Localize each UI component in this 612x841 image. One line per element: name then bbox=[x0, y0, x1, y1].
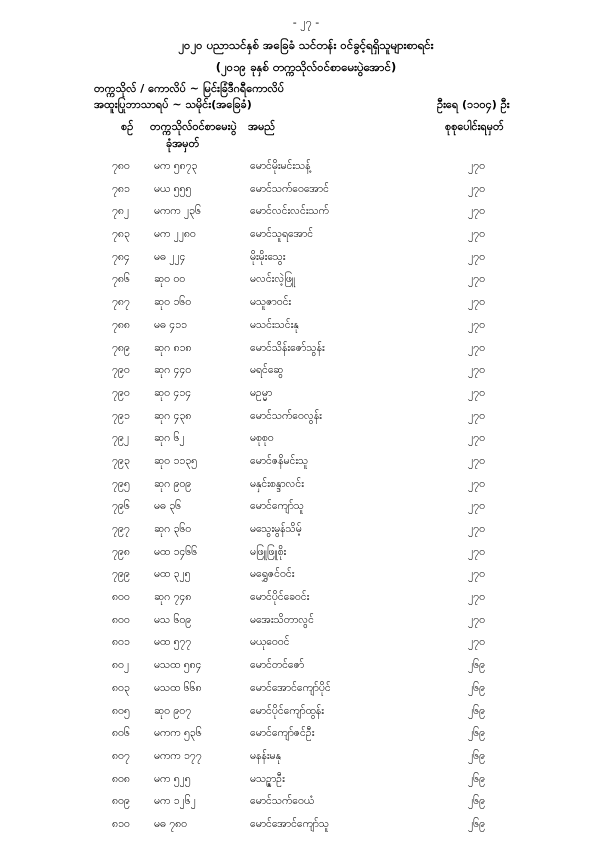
total-score: ၂၇၀ bbox=[468, 591, 485, 604]
row-number: ၇၈၀ bbox=[112, 160, 130, 172]
total-score: ၂၆၉ bbox=[468, 681, 485, 694]
total-score: ၂၇၀ bbox=[468, 500, 485, 513]
total-score: ၂၇၀ bbox=[468, 477, 485, 490]
row-number: ၇၈၇ bbox=[112, 296, 130, 309]
row-number: ၈၀၃ bbox=[112, 681, 130, 694]
student-name: မနှင်းစန္ဒာလင်း bbox=[250, 477, 304, 490]
roll-number: မဓ ၇၈၀ bbox=[154, 817, 188, 830]
roll-number: မက ၅၂၅ bbox=[154, 772, 191, 785]
student-name: မောင်သက်ဝေအောင် bbox=[250, 182, 329, 195]
row-number: ၇၉၈ bbox=[112, 545, 130, 558]
student-name: မနန်းမနု bbox=[250, 749, 281, 762]
row-number: ၇၈၄ bbox=[112, 250, 130, 263]
table-row bbox=[0, 319, 612, 342]
table-row bbox=[0, 387, 612, 410]
department-line: အထူးပြုဘာသာရပ် ~ သမိုင်း(အခြေခံ) bbox=[94, 98, 252, 111]
table-row bbox=[0, 228, 612, 251]
roll-number: မထ ၅၇၇ bbox=[154, 636, 192, 649]
student-name: မအေးသိတာလွင် bbox=[250, 613, 314, 626]
roll-number: ဆုဝ ၄၁၄ bbox=[154, 386, 192, 399]
row-number: ၈၀၂ bbox=[112, 659, 130, 672]
table-row bbox=[0, 727, 612, 750]
table-row bbox=[0, 183, 612, 206]
student-name: မသူဇာဝင်း bbox=[250, 296, 292, 309]
roll-number: ဆုဂ ၄၃၈ bbox=[154, 409, 192, 422]
table-row bbox=[0, 296, 612, 319]
row-number: ၇၈၁ bbox=[112, 182, 130, 195]
roll-number: ဆုဝ ၁၆၀ bbox=[154, 296, 192, 309]
row-number: ၇၈၈ bbox=[112, 318, 130, 331]
column-header-no: စဉ် bbox=[121, 120, 134, 133]
student-name: မောင်သက်ဝေယံ bbox=[250, 795, 315, 808]
table-row bbox=[0, 614, 612, 637]
table-row bbox=[0, 523, 612, 546]
student-name: မရွှေဇင်ဝင်း bbox=[250, 568, 295, 581]
total-score: ၂၇၀ bbox=[468, 341, 485, 354]
row-number: ၇၉၃ bbox=[112, 454, 130, 467]
roll-number: ဆုဂ ၄၄၀ bbox=[154, 364, 192, 377]
roll-number: မထ ၃၂၅ bbox=[154, 568, 191, 581]
student-name: မဥမ္မာ bbox=[250, 386, 273, 399]
row-number: ၇၈၂ bbox=[112, 205, 130, 218]
row-number: ၇၉၅ bbox=[112, 477, 130, 490]
document-title: ၂၀၂၀ ပညာသင်နှစ် အခြေခံ သင်တန်း ဝင်ခွင့်ရရှိသူများစာရင်း bbox=[178, 38, 434, 52]
row-number: ၇၈၃ bbox=[112, 228, 130, 241]
student-list bbox=[0, 160, 612, 841]
table-row bbox=[0, 432, 612, 455]
roll-number: မဓ ၃၆ bbox=[154, 500, 182, 513]
table-row bbox=[0, 205, 612, 228]
table-row bbox=[0, 500, 612, 523]
column-header-roll: ခုံအမှတ် bbox=[166, 137, 200, 150]
table-row bbox=[0, 410, 612, 433]
row-number: ၈၀၆ bbox=[112, 727, 130, 740]
table-row bbox=[0, 705, 612, 728]
total-score: ၂၇၀ bbox=[468, 454, 485, 467]
row-number: ၇၉၂ bbox=[112, 432, 129, 445]
total-score: ၂၇၀ bbox=[468, 568, 485, 581]
table-row bbox=[0, 818, 612, 841]
page-number: - ၂၇ - bbox=[292, 16, 320, 29]
total-score: ၂၇၀ bbox=[468, 296, 485, 309]
roll-number: ဆုဝ ၁၁၃၅ bbox=[154, 454, 198, 467]
institution-line: တက္ကသိုလ် / ကောလိပ် ~ မြင်းခြံဒီဂရီကောလိပ် bbox=[94, 82, 285, 95]
roll-number: မကက ၅၃၆ bbox=[154, 727, 202, 740]
roll-number: မဓ ၄၁၁ bbox=[154, 318, 187, 331]
student-name: မိုးမိုးသွေး bbox=[250, 250, 286, 263]
table-row bbox=[0, 273, 612, 296]
column-header-score: စုစုပေါင်းရမှတ် bbox=[445, 120, 504, 133]
roll-number: ဆုဂ ၇၄၈ bbox=[154, 591, 192, 604]
roll-number: မက ၁၂၆၂ bbox=[154, 795, 196, 808]
table-row bbox=[0, 750, 612, 773]
row-number: ၇၉၀ bbox=[112, 386, 130, 399]
student-name: မောင်ကျော်သူ bbox=[250, 500, 304, 513]
student-name: မဖြူဖြူစိုး bbox=[250, 545, 287, 558]
student-name: မယုဝေဝင် bbox=[250, 636, 290, 649]
document-subtitle: (၂၀၁၉ ခုနှစ် တက္ကသိုလ်ဝင်စာမေးပွဲအောင်) bbox=[215, 60, 397, 74]
total-score: ၂၆၉ bbox=[468, 749, 485, 762]
row-number: ၇၉၆ bbox=[112, 500, 130, 513]
row-number: ၇၉၉ bbox=[112, 568, 130, 581]
roll-number: မထ ၁၄၆၆ bbox=[154, 545, 198, 558]
roll-number: မဓ ၂၂၄ bbox=[154, 250, 186, 263]
table-row bbox=[0, 478, 612, 501]
total-score: ၂၇၀ bbox=[468, 182, 485, 195]
total-score: ၂၇၀ bbox=[468, 409, 485, 422]
student-name: မသွေးမွန်သိမ့် bbox=[250, 523, 302, 535]
total-score: ၂၆၉ bbox=[468, 704, 485, 717]
student-name: မောင်အောင်ကျော်ပိုင် bbox=[250, 681, 331, 694]
table-row bbox=[0, 342, 612, 365]
roll-number: ဆုဝ ၉၀၇ bbox=[154, 704, 192, 717]
row-number: ၈၀၇ bbox=[112, 749, 130, 762]
student-name: မောင်မိုးမင်းသန့် bbox=[250, 160, 311, 172]
total-score: ၂၇၀ bbox=[468, 228, 485, 241]
row-number: ၇၉၀ bbox=[112, 364, 130, 377]
total-score: ၂၇၀ bbox=[468, 545, 485, 558]
column-header-name: အမည် bbox=[248, 120, 276, 133]
row-number: ၈၀၁ bbox=[112, 636, 130, 649]
roll-number: ဆုဂ ၆၂ bbox=[154, 432, 185, 445]
total-score: ၂၇၀ bbox=[468, 523, 485, 535]
table-row bbox=[0, 659, 612, 682]
row-number: ၈၀၀ bbox=[112, 591, 130, 604]
table-row bbox=[0, 251, 612, 274]
roll-number: ဆုဂ ၈၁၈ bbox=[154, 341, 192, 354]
table-row bbox=[0, 160, 612, 183]
total-score: ၂၇၀ bbox=[468, 432, 485, 445]
row-number: ၈၀၅ bbox=[112, 704, 130, 717]
total-score: ၂၇၀ bbox=[468, 160, 485, 172]
row-number: ၇၉၁ bbox=[112, 409, 130, 422]
roll-number: မသထ ၅၈၄ bbox=[154, 659, 202, 672]
row-number: ၈၀၀ bbox=[112, 613, 130, 626]
total-score: ၂၇၀ bbox=[468, 636, 485, 649]
student-name: မသင်းသင်းနု bbox=[250, 318, 299, 331]
roll-number: ဆုဂ ၃၆၀ bbox=[154, 523, 192, 535]
student-name: မောင်ဇနိမင်းသူ bbox=[250, 454, 309, 467]
roll-number: မကက ၁၇၇ bbox=[154, 749, 202, 762]
student-name: မောင်လင်းလင်းသက် bbox=[250, 205, 329, 218]
student-name: မောင်သက်ဝေလွန်း bbox=[250, 409, 322, 422]
row-number: ၇၉၇ bbox=[112, 523, 130, 535]
student-name: မသဉ္ဇာဦး bbox=[250, 772, 285, 785]
table-row bbox=[0, 546, 612, 569]
total-score: ၂၆၉ bbox=[468, 659, 485, 672]
table-row bbox=[0, 455, 612, 478]
roll-number: မသထ ၆၆၈ bbox=[154, 681, 202, 694]
total-score: ၂၆၉ bbox=[468, 772, 485, 785]
row-number: ၇၈၉ bbox=[112, 341, 130, 354]
total-score: ၂၇၀ bbox=[468, 250, 485, 263]
student-name: မောင်တင်ဇော် bbox=[250, 659, 305, 672]
row-number: ၈၁၀ bbox=[112, 817, 130, 830]
roll-number: မသ ၆၀၉ bbox=[154, 613, 192, 626]
table-row bbox=[0, 364, 612, 387]
total-score: ၂၇၀ bbox=[468, 273, 485, 286]
roll-number: မက ၅၈၇၃ bbox=[154, 160, 198, 172]
row-number: ၈၀၈ bbox=[112, 772, 130, 785]
total-score: ၂၆၉ bbox=[468, 727, 485, 740]
student-name: မောင်သိန်းဇော်သွန်း bbox=[250, 341, 325, 354]
roll-number: မက ၂၂၈၀ bbox=[154, 228, 196, 241]
total-score: ၂၆၉ bbox=[468, 795, 485, 808]
roll-number: မကက ၂၃၆ bbox=[154, 205, 201, 218]
table-row bbox=[0, 591, 612, 614]
student-name: မစုစု၀ bbox=[250, 432, 274, 445]
total-score: ၂၇၀ bbox=[468, 318, 485, 331]
student-name: မရင်ဆွေ bbox=[250, 364, 284, 377]
roll-number: ဆုဝ ၀၀ bbox=[154, 273, 186, 286]
student-name: မောင်အောင်ကျော်သူ bbox=[250, 817, 330, 830]
total-score: ၂၇၀ bbox=[468, 205, 485, 218]
column-header-exam: တက္ကသိုလ်ဝင်စာမေးပွဲ bbox=[150, 120, 237, 133]
total-score: ၂၆၉ bbox=[468, 817, 485, 830]
total-score: ၂၇၀ bbox=[468, 613, 485, 626]
student-name: မောင်ပိုင်ခေဝင်း bbox=[250, 591, 310, 604]
table-row bbox=[0, 568, 612, 591]
table-row bbox=[0, 636, 612, 659]
table-row bbox=[0, 795, 612, 818]
roll-number: ဆုဂ ၉၀၉ bbox=[154, 477, 192, 490]
total-score: ၂၇၀ bbox=[468, 364, 485, 377]
student-name: မောင်ပိုင်ကျော်ထွန်း bbox=[250, 704, 324, 717]
row-number: ၇၈၆ bbox=[112, 273, 130, 286]
student-name: မောင်သူရအောင် bbox=[250, 228, 314, 241]
student-name: မလင်းလဲ့ဖြူ bbox=[250, 273, 295, 286]
roll-number: မယ ၅၅၅ bbox=[154, 182, 192, 195]
student-name: မောင်ကျော်ဇင်ဦး bbox=[250, 727, 315, 740]
row-number: ၈၀၉ bbox=[112, 795, 130, 808]
total-score: ၂၇၀ bbox=[468, 386, 485, 399]
count-line: ဦးရေ (၁၁၀၄) ဦး bbox=[437, 98, 510, 111]
table-row bbox=[0, 682, 612, 705]
